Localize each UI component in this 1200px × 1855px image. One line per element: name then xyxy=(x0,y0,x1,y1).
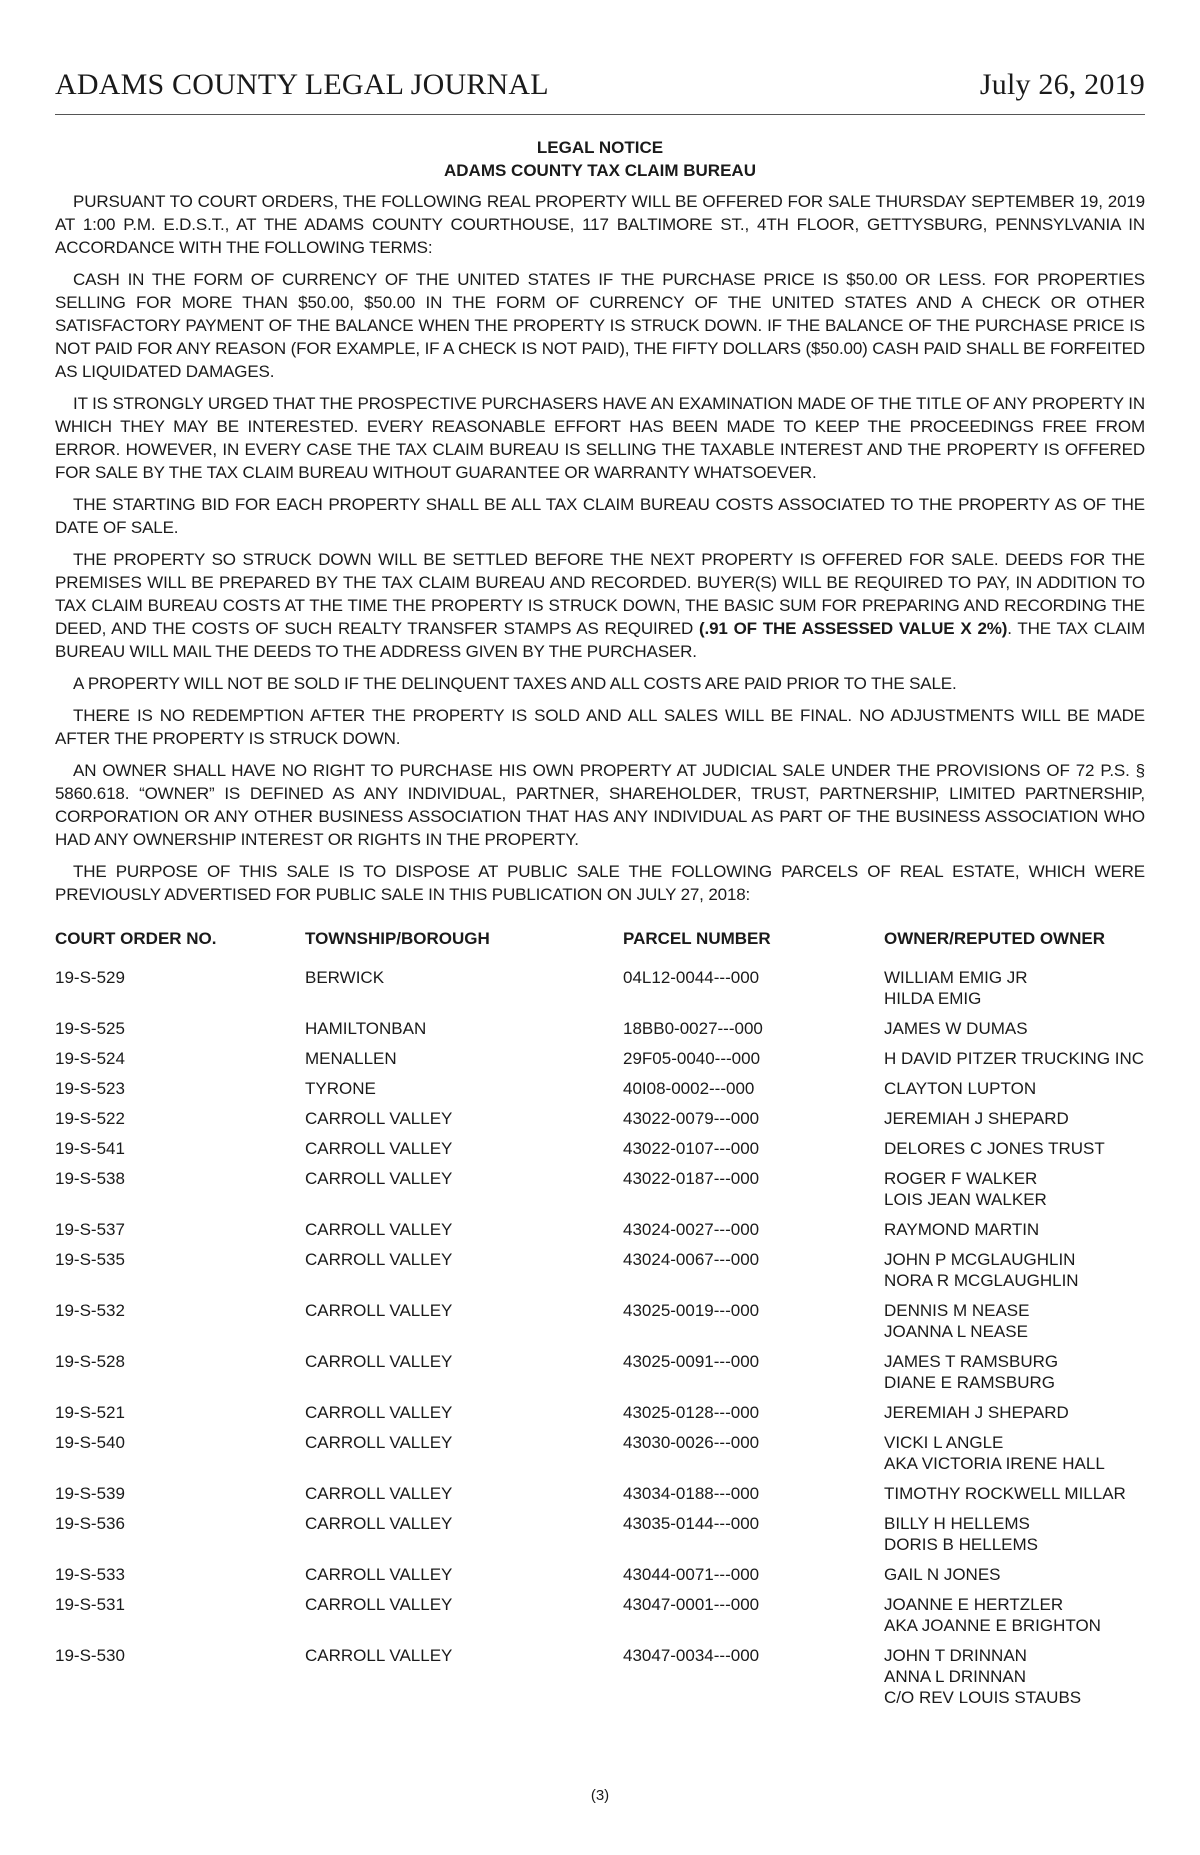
court-order-cell: 19-S-530 xyxy=(55,1646,125,1665)
table-row xyxy=(55,1594,1145,1645)
owner-name: JOHN T DRINNAN xyxy=(884,1646,1027,1665)
table-row xyxy=(55,1513,1145,1564)
court-order-cell: 19-S-535 xyxy=(55,1250,125,1269)
parcel-number-cell: 43025-0019---000 xyxy=(623,1301,760,1320)
owner-name: JEREMIAH J SHEPARD xyxy=(884,1403,1069,1422)
owner-cell xyxy=(884,1018,1145,1048)
owner-name: VICKI L ANGLE xyxy=(884,1433,1004,1452)
owner-name: HILDA EMIG xyxy=(884,989,982,1008)
notice-paragraph: AN OWNER SHALL HAVE NO RIGHT TO PURCHASE HIS OWN PROPERTY AT JUDICIAL SALE UNDER THE PROVISIONS OF 72 P.S. § 5860.618. “OWNER” IS DEFINED AS ANY INDIVIDUAL, PARTNER, SHAREHOLDER, TRUST, PARTNERSHIP, LIMITED PARTNERSHIP, CORPORATION OR ANY OTHER BUSINESS ASSOCIATION THAT HAS ANY INDIVIDUAL AS PART OF THE BUSINESS ASSOCIATION WHO HAD ANY OWNERSHIP INTEREST OR RIGHTS IN THE PROPERTY. xyxy=(55,761,1145,849)
court-order-cell: 19-S-538 xyxy=(55,1169,125,1188)
column-header-township: TOWNSHIP/BOROUGH xyxy=(305,929,490,948)
table-row xyxy=(55,1351,1145,1402)
parcel-number-cell: 43047-0034---000 xyxy=(623,1646,760,1665)
notice-paragraph: THE STARTING BID FOR EACH PROPERTY SHALL BE ALL TAX CLAIM BUREAU COSTS ASSOCIATED TO THE PROPERTY AS OF THE DATE OF SALE. xyxy=(55,495,1145,537)
township-cell: CARROLL VALLEY xyxy=(305,1565,453,1584)
deeds-text-after: . THE TAX CLAIM BUREAU WILL MAIL THE DEEDS TO THE ADDRESS GIVEN BY THE PURCHASER. xyxy=(55,619,1145,661)
notice-paragraph: CASH IN THE FORM OF CURRENCY OF THE UNITED STATES IF THE PURCHASE PRICE IS $50.00 OR LESS. FOR PROPERTIES SELLING FOR MORE THAN $50.00, $50.00 IN THE FORM OF CURRENCY OF THE UNITED STATES AND A CHECK OR OTHER SATISFACTORY PAYMENT OF THE BALANCE WHEN THE PROPERTY IS STRUCK DOWN. IF THE BALANCE OF THE PURCHASE PRICE IS NOT PAID FOR ANY REASON (FOR EXAMPLE, IF A CHECK IS NOT PAID), THE FIFTY DOLLARS ($50.00) CASH PAID SHALL BE FORFEITED AS LIQUIDATED DAMAGES. xyxy=(55,270,1145,381)
owner-cell xyxy=(884,1249,1145,1300)
owner-name: BILLY H HELLEMS xyxy=(884,1514,1030,1533)
court-order-cell: 19-S-540 xyxy=(55,1433,125,1452)
township-cell: CARROLL VALLEY xyxy=(305,1139,453,1158)
owner-name: JAMES T RAMSBURG xyxy=(884,1352,1059,1371)
township-cell: CARROLL VALLEY xyxy=(305,1514,453,1533)
owner-name: JOANNE E HERTZLER xyxy=(884,1595,1064,1614)
notice-body xyxy=(55,136,1145,1717)
court-order-cell: 19-S-529 xyxy=(55,968,125,987)
township-cell: HAMILTONBAN xyxy=(305,1019,427,1038)
column-header-parcel: PARCEL NUMBER xyxy=(623,929,771,948)
parcels-table-body xyxy=(55,967,1145,1717)
table-header-row xyxy=(55,928,1145,967)
table-row xyxy=(55,1138,1145,1168)
notice-title: LEGAL NOTICE xyxy=(536,138,664,157)
court-order-cell: 19-S-536 xyxy=(55,1514,125,1533)
township-cell: CARROLL VALLEY xyxy=(305,1433,453,1452)
parcels-table xyxy=(55,928,1145,1717)
court-order-cell: 19-S-532 xyxy=(55,1301,125,1320)
township-cell: BERWICK xyxy=(305,968,385,987)
owner-name: JOANNA L NEASE xyxy=(884,1322,1028,1341)
township-cell: CARROLL VALLEY xyxy=(305,1220,453,1239)
owner-name: H DAVID PITZER TRUCKING INC xyxy=(884,1049,1145,1068)
parcel-number-cell: 43030-0026---000 xyxy=(623,1433,760,1452)
owner-name: AKA JOANNE E BRIGHTON xyxy=(884,1616,1101,1635)
issue-date: July 26, 2019 xyxy=(979,68,1145,101)
owner-cell xyxy=(884,1564,1145,1594)
court-order-cell: 19-S-521 xyxy=(55,1403,125,1422)
owner-name: ANNA L DRINNAN xyxy=(884,1667,1027,1686)
owner-cell xyxy=(884,1513,1145,1564)
parcel-number-cell: 18BB0-0027---000 xyxy=(623,1019,763,1038)
table-row xyxy=(55,1402,1145,1432)
parcel-number-cell: 43035-0144---000 xyxy=(623,1514,760,1533)
owner-name: DORIS B HELLEMS xyxy=(884,1535,1038,1554)
parcel-number-cell: 43025-0128---000 xyxy=(623,1403,760,1422)
owner-cell xyxy=(884,967,1145,1018)
court-order-cell: 19-S-539 xyxy=(55,1484,125,1503)
owner-name: DENNIS M NEASE xyxy=(884,1301,1030,1320)
township-cell: CARROLL VALLEY xyxy=(305,1169,453,1188)
owner-name: AKA VICTORIA IRENE HALL xyxy=(884,1454,1105,1473)
table-row xyxy=(55,1219,1145,1249)
table-row xyxy=(55,967,1145,1018)
parcel-number-cell: 43034-0188---000 xyxy=(623,1484,760,1503)
owner-name: JEREMIAH J SHEPARD xyxy=(884,1109,1069,1128)
township-cell: CARROLL VALLEY xyxy=(305,1250,453,1269)
township-cell: CARROLL VALLEY xyxy=(305,1646,453,1665)
owner-cell xyxy=(884,1048,1145,1078)
parcel-number-cell: 43044-0071---000 xyxy=(623,1565,760,1584)
table-row xyxy=(55,1048,1145,1078)
parcel-number-cell: 40I08-0002---000 xyxy=(623,1079,755,1098)
owner-name: C/O REV LOUIS STAUBS xyxy=(884,1688,1082,1707)
notice-paragraph: THERE IS NO REDEMPTION AFTER THE PROPERTY IS SOLD AND ALL SALES WILL BE FINAL. NO ADJUSTMENTS WILL BE MADE AFTER THE PROPERTY IS STRUCK DOWN. xyxy=(55,706,1145,748)
table-row xyxy=(55,1645,1145,1717)
notice-paragraph: A PROPERTY WILL NOT BE SOLD IF THE DELINQUENT TAXES AND ALL COSTS ARE PAID PRIOR TO THE SALE. xyxy=(73,674,957,693)
column-header-owner: OWNER/REPUTED OWNER xyxy=(884,929,1105,948)
township-cell: CARROLL VALLEY xyxy=(305,1301,453,1320)
owner-cell xyxy=(884,1138,1145,1168)
table-row xyxy=(55,1483,1145,1513)
owner-cell xyxy=(884,1351,1145,1402)
court-order-cell: 19-S-537 xyxy=(55,1220,125,1239)
court-order-cell: 19-S-525 xyxy=(55,1019,125,1038)
township-cell: CARROLL VALLEY xyxy=(305,1352,453,1371)
owner-name: LOIS JEAN WALKER xyxy=(884,1190,1047,1209)
table-row xyxy=(55,1249,1145,1300)
table-row xyxy=(55,1078,1145,1108)
notice-paragraph: PURSUANT TO COURT ORDERS, THE FOLLOWING REAL PROPERTY WILL BE OFFERED FOR SALE THURSDAY SEPTEMBER 19, 2019 AT 1:00 P.M. E.D.S.T., AT THE ADAMS COUNTY COURTHOUSE, 117 BALTIMORE ST., 4TH FLOOR, GETTYSBURG, PENNSYLVANIA IN ACCORDANCE WITH THE FOLLOWING TERMS: xyxy=(55,192,1145,257)
township-cell: CARROLL VALLEY xyxy=(305,1484,453,1503)
owner-cell xyxy=(884,1078,1145,1108)
court-order-cell: 19-S-522 xyxy=(55,1109,125,1128)
owner-name: CLAYTON LUPTON xyxy=(884,1079,1037,1098)
court-order-cell: 19-S-533 xyxy=(55,1565,125,1584)
owner-name: NORA R MCGLAUGHLIN xyxy=(884,1271,1079,1290)
owner-name: RAYMOND MARTIN xyxy=(884,1220,1040,1239)
owner-cell xyxy=(884,1432,1145,1483)
parcel-number-cell: 29F05-0040---000 xyxy=(623,1049,761,1068)
table-row xyxy=(55,1300,1145,1351)
assessed-value-formula: (.91 OF THE ASSESSED VALUE X 2%) xyxy=(698,619,1008,638)
owner-name: JOHN P MCGLAUGHLIN xyxy=(884,1250,1076,1269)
owner-name: ROGER F WALKER xyxy=(884,1169,1038,1188)
court-order-cell: 19-S-523 xyxy=(55,1079,125,1098)
notice-subtitle: ADAMS COUNTY TAX CLAIM BUREAU xyxy=(444,161,756,180)
page-number: (3) xyxy=(590,1787,610,1804)
table-row xyxy=(55,1168,1145,1219)
parcel-number-cell: 43022-0187---000 xyxy=(623,1169,760,1188)
owner-cell xyxy=(884,1108,1145,1138)
parcel-number-cell: 04L12-0044---000 xyxy=(623,968,760,987)
parcel-number-cell: 43025-0091---000 xyxy=(623,1352,760,1371)
court-order-cell: 19-S-528 xyxy=(55,1352,125,1371)
township-cell: CARROLL VALLEY xyxy=(305,1109,453,1128)
owner-cell xyxy=(884,1483,1145,1513)
parcel-number-cell: 43022-0079---000 xyxy=(623,1109,760,1128)
owner-cell xyxy=(884,1594,1145,1645)
owner-name: DELORES C JONES TRUST xyxy=(884,1139,1105,1158)
column-header-court-order: COURT ORDER NO. xyxy=(55,929,217,948)
parcel-number-cell: 43024-0067---000 xyxy=(623,1250,760,1269)
township-cell: TYRONE xyxy=(305,1079,376,1098)
owner-cell xyxy=(884,1402,1145,1432)
owner-name: TIMOTHY ROCKWELL MILLAR xyxy=(884,1484,1126,1503)
township-cell: CARROLL VALLEY xyxy=(305,1403,453,1422)
owner-name: DIANE E RAMSBURG xyxy=(884,1373,1055,1392)
table-row xyxy=(55,1108,1145,1138)
journal-header xyxy=(55,62,1145,115)
court-order-cell: 19-S-541 xyxy=(55,1139,125,1158)
owner-name: WILLIAM EMIG JR xyxy=(884,968,1028,987)
table-row xyxy=(55,1564,1145,1594)
township-cell: MENALLEN xyxy=(305,1049,397,1068)
table-row xyxy=(55,1432,1145,1483)
parcel-number-cell: 43024-0027---000 xyxy=(623,1220,760,1239)
publication-title: ADAMS COUNTY LEGAL JOURNAL xyxy=(55,68,549,101)
deeds-text-before: THE PROPERTY SO STRUCK DOWN WILL BE SETTLED BEFORE THE NEXT PROPERTY IS OFFERED FOR SALE. DEEDS FOR THE PREMISES WILL BE PREPARED BY THE TAX CLAIM BUREAU AND RECORDED. BUYER(S) WILL BE REQUIRED TO PAY, IN ADDITION TO TAX CLAIM BUREAU COSTS AT THE TIME THE PROPERTY IS STRUCK DOWN, THE BASIC SUM FOR PREPARING AND RECORDING THE DEED, AND THE COSTS OF SUCH REALTY TRANSFER STAMPS AS REQUIRED xyxy=(55,550,1145,638)
court-order-cell: 19-S-531 xyxy=(55,1595,125,1614)
notice-paragraph: IT IS STRONGLY URGED THAT THE PROSPECTIVE PURCHASERS HAVE AN EXAMINATION MADE OF THE TITLE OF ANY PROPERTY IN WHICH THEY MAY BE INTERESTED. EVERY REASONABLE EFFORT HAS BEEN MADE TO KEEP THE PROCEEDINGS FREE FROM ERROR. HOWEVER, IN EVERY CASE THE TAX CLAIM BUREAU IS SELLING THE TAXABLE INTEREST AND THE PROPERTY IS OFFERED FOR SALE BY THE TAX CLAIM BUREAU WITHOUT GUARANTEE OR WARRANTY WHATSOEVER. xyxy=(55,394,1145,482)
parcel-number-cell: 43047-0001---000 xyxy=(623,1595,760,1614)
owner-cell xyxy=(884,1300,1145,1351)
table-row xyxy=(55,1018,1145,1048)
owner-cell xyxy=(884,1168,1145,1219)
owner-cell xyxy=(884,1219,1145,1249)
court-order-cell: 19-S-524 xyxy=(55,1049,125,1068)
owner-cell xyxy=(884,1645,1145,1717)
parcel-number-cell: 43022-0107---000 xyxy=(623,1139,760,1158)
deeds-paragraph xyxy=(55,548,1145,663)
notice-paragraph: THE PURPOSE OF THIS SALE IS TO DISPOSE AT PUBLIC SALE THE FOLLOWING PARCELS OF REAL ESTATE, WHICH WERE PREVIOUSLY ADVERTISED FOR PUBLIC SALE IN THIS PUBLICATION ON JULY 27, 2018: xyxy=(55,862,1145,904)
township-cell: CARROLL VALLEY xyxy=(305,1595,453,1614)
owner-name: GAIL N JONES xyxy=(884,1565,1001,1584)
owner-name: JAMES W DUMAS xyxy=(884,1019,1028,1038)
